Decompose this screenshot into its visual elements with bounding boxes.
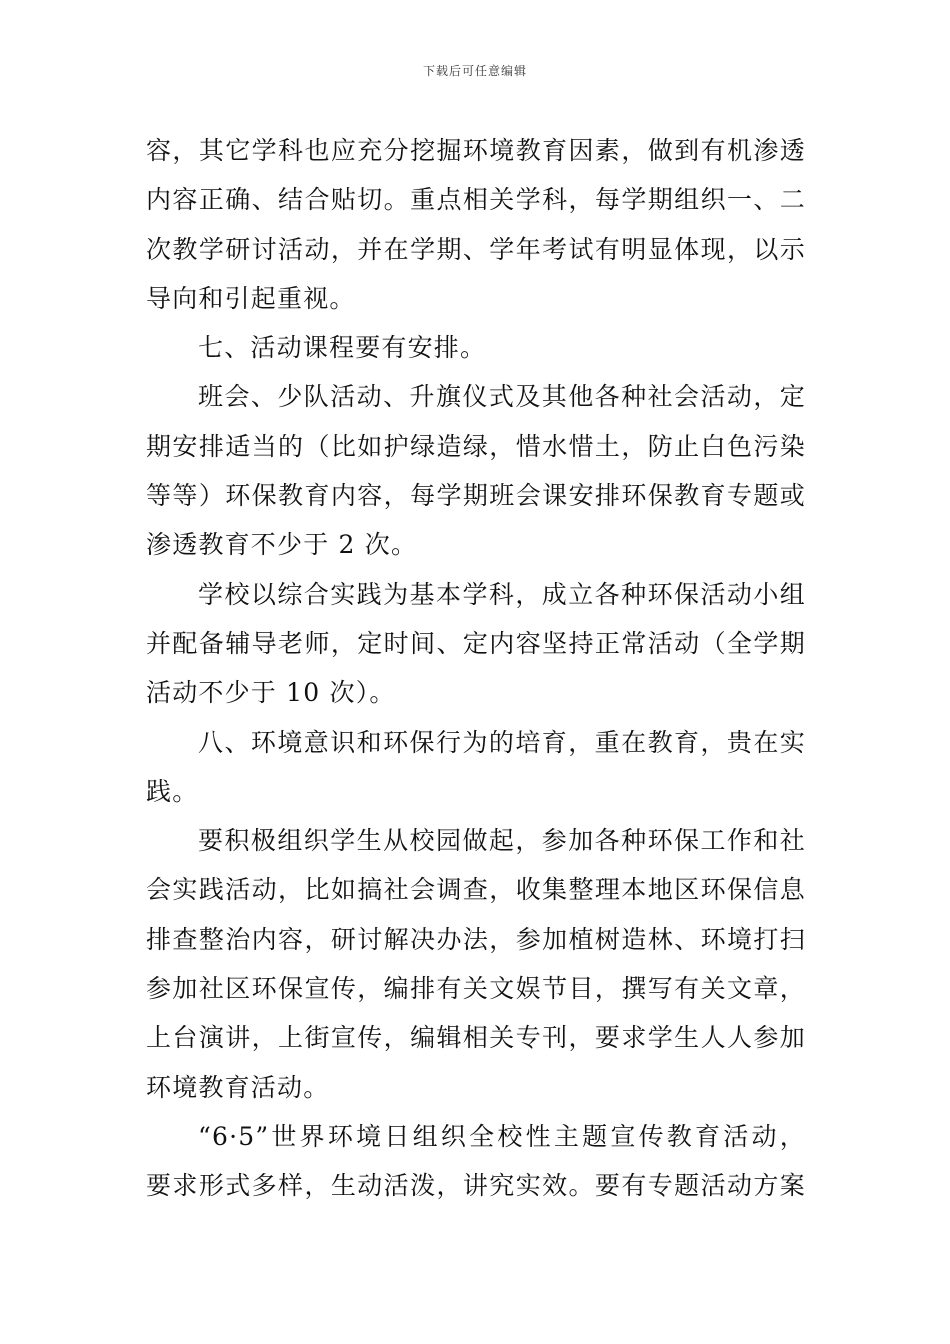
text-line: 内容正确、结合贴切。重点相关学科，每学期组织一、二	[146, 185, 806, 215]
text-line: 班会、少队活动、升旗仪式及其他各种社会活动，定	[198, 382, 806, 412]
text-line: 等等）环保教育内容，每学期班会课安排环保教育专题或	[146, 481, 806, 511]
text-line: 期安排适当的（比如护绿造绿，惜水惜土，防止白色污染	[146, 431, 806, 461]
text-line: 并配备辅导老师，定时间、定内容坚持正常活动（全学期	[146, 628, 806, 658]
text-line: 学校以综合实践为基本学科，成立各种环保活动小组	[198, 579, 806, 609]
page-header: 下载后可任意编辑	[422, 64, 527, 78]
text-line: 要求形式多样，生动活泼，讲究实效。要有专题活动方案	[146, 1171, 806, 1201]
text-line: 上台演讲，上街宣传，编辑相关专刊，要求学生人人参加	[146, 1023, 806, 1053]
text-line: 次教学研讨活动，并在学期、学年考试有明显体现，以示	[146, 234, 806, 264]
text-line: 导向和引起重视。	[146, 283, 356, 313]
text-line: 会实践活动，比如搞社会调查，收集整理本地区环保信息	[146, 875, 806, 905]
text-line: 容，其它学科也应充分挖掘环境教育因素，做到有机渗透	[146, 136, 806, 165]
section-heading: 八、环境意识和环保行为的培育，重在教育，贵在实	[198, 727, 806, 757]
text-line: “6·5”世界环境日组织全校性主题宣传教育活动，	[198, 1121, 806, 1151]
text-line: 活动不少于 10 次）。	[146, 678, 396, 708]
section-heading: 七、活动课程要有安排。	[198, 333, 487, 363]
text-line: 渗透教育不少于 2 次。	[146, 530, 418, 560]
text-line: 环境教育活动。	[146, 1072, 330, 1102]
text-line: 践。	[146, 776, 199, 806]
text-line: 参加社区环保宣传，编排有关文娱节目，撰写有关文章，	[146, 974, 806, 1004]
text-line: 要积极组织学生从校园做起，参加各种环保工作和社	[198, 826, 806, 856]
document-body	[146, 126, 806, 1211]
text-line: 排查整治内容，研讨解决办法，参加植树造林、环境打扫	[146, 924, 806, 954]
